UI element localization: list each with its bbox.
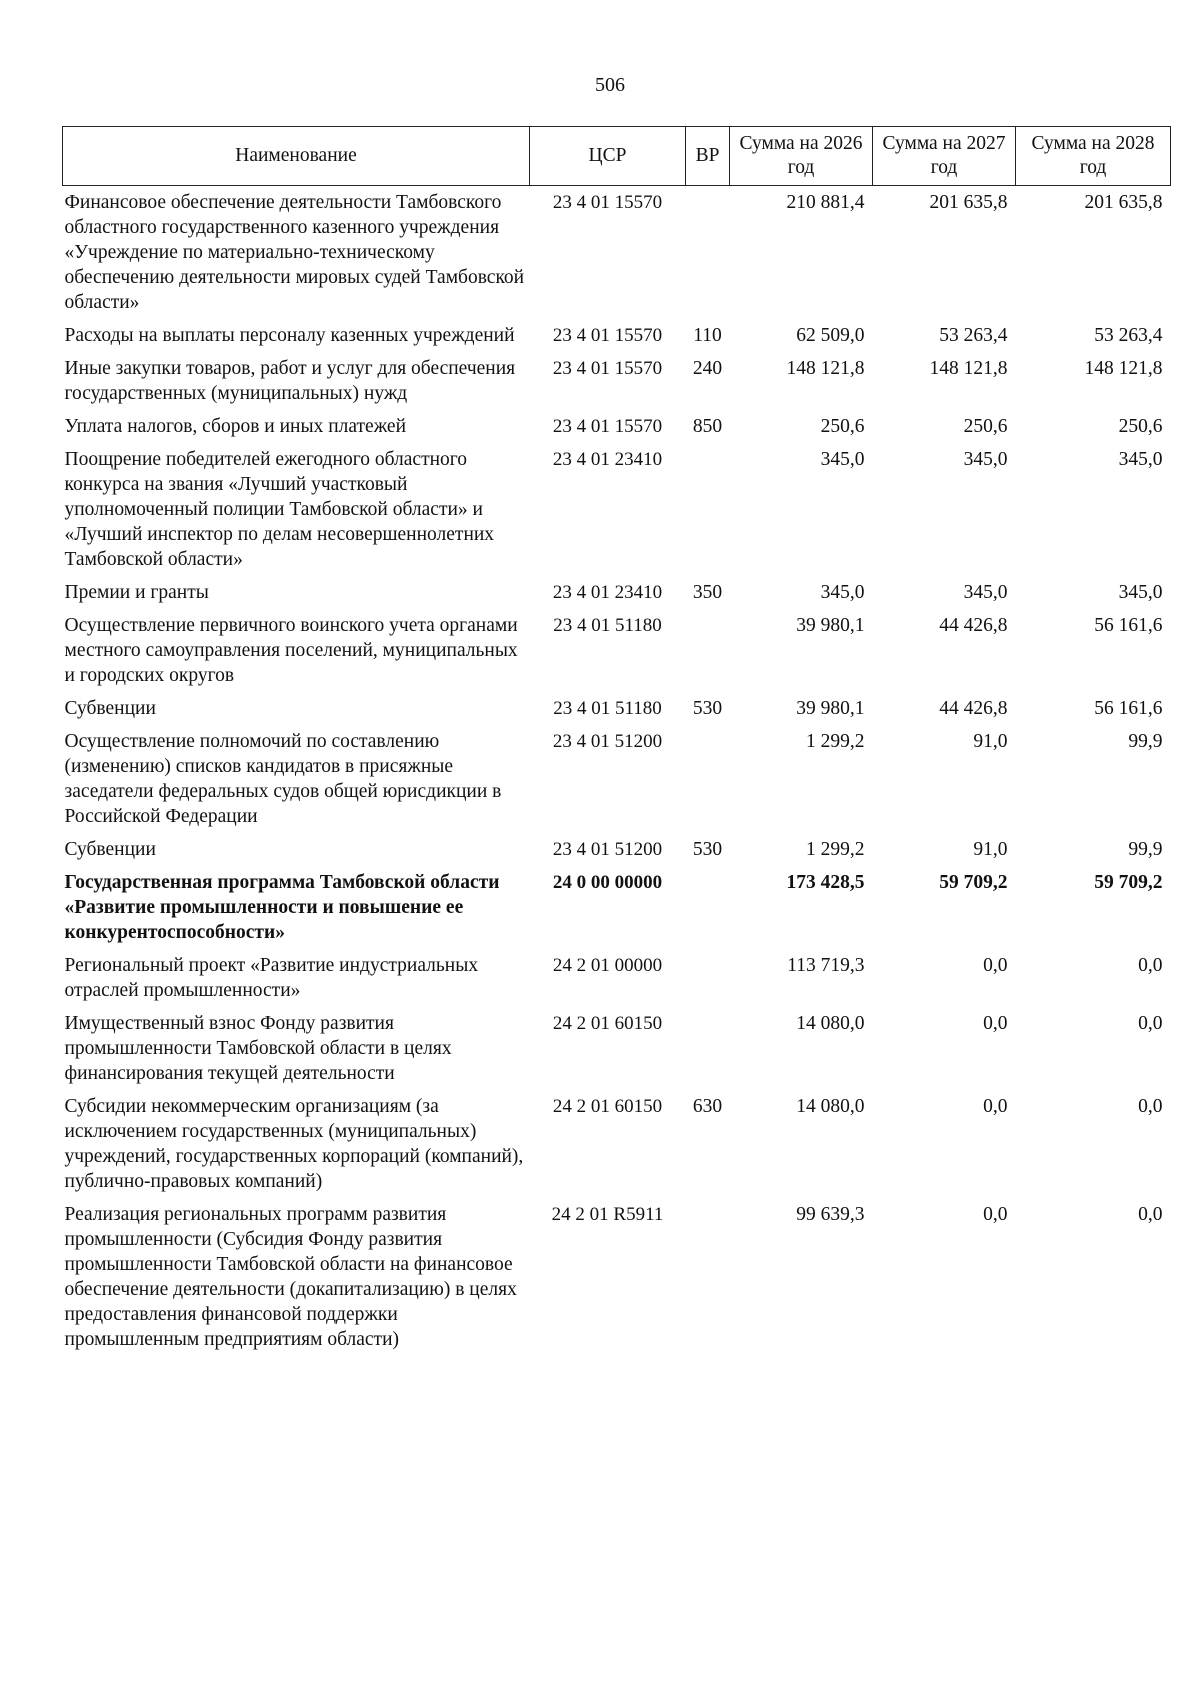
cell-s2027: 0,0	[983, 1204, 1008, 1225]
cell-name: Уплата налогов, сборов и иных платежей	[64, 416, 407, 437]
cell-s2026: 62 509,0	[796, 325, 865, 346]
cell-vr	[686, 725, 730, 833]
cell-s2028: 345,0	[1118, 449, 1163, 470]
cell-s2028: 0,0	[1138, 1013, 1163, 1034]
table-row	[63, 1198, 1171, 1356]
cell-s2028: 201 635,8	[1084, 192, 1163, 213]
cell-s2027: 91,0	[973, 731, 1008, 752]
cell-csr: 24 0 00 00000	[552, 872, 663, 893]
cell-csr: 23 4 01 51200	[552, 731, 663, 752]
cell-vr: 350	[692, 582, 723, 603]
cell-s2026: 99 639,3	[796, 1204, 865, 1225]
cell-csr: 23 4 01 15570	[552, 325, 663, 346]
cell-csr: 23 4 01 23410	[552, 449, 663, 470]
cell-vr	[686, 443, 730, 576]
cell-csr: 23 4 01 15570	[552, 358, 663, 379]
cell-s2026: 1 299,2	[806, 731, 865, 752]
cell-vr: 530	[692, 839, 723, 860]
cell-csr: 23 4 01 15570	[552, 192, 663, 213]
cell-csr: 23 4 01 51180	[553, 615, 662, 636]
cell-name: Субсидии некоммерческим организациям (за исключением государственных (муниципальных) учреждений, государственных корпораций (компаний), публично-правовых компаний)	[64, 1096, 524, 1192]
budget-table-container	[62, 126, 1170, 1356]
header-sum-2027: Сумма на 2027 год	[873, 127, 1016, 186]
cell-s2026: 14 080,0	[796, 1013, 865, 1034]
cell-csr: 24 2 01 60150	[552, 1013, 663, 1034]
header-sum-2026: Сумма на 2026 год	[730, 127, 873, 186]
cell-s2028: 59 709,2	[1094, 872, 1163, 893]
cell-s2027: 59 709,2	[939, 872, 1008, 893]
table-row	[63, 1007, 1171, 1090]
table-row	[63, 866, 1171, 949]
cell-csr: 23 4 01 51180	[553, 698, 662, 719]
table-row	[63, 443, 1171, 576]
cell-name: Субвенции	[64, 839, 156, 860]
cell-vr	[686, 949, 730, 1007]
cell-name: Расходы на выплаты персоналу казенных учреждений	[64, 325, 515, 346]
header-csr: ЦСР	[530, 127, 686, 186]
budget-table	[62, 126, 1171, 1356]
cell-csr: 23 4 01 23410	[552, 582, 663, 603]
cell-csr: 24 2 01 R5911	[551, 1204, 664, 1225]
cell-s2028: 99,9	[1128, 839, 1163, 860]
cell-csr: 24 2 01 00000	[552, 955, 663, 976]
cell-s2026: 345,0	[820, 582, 865, 603]
cell-vr: 110	[693, 325, 722, 346]
cell-s2027: 0,0	[983, 1013, 1008, 1034]
table-row	[63, 410, 1171, 443]
header-vr: ВР	[686, 127, 730, 186]
cell-name: Осуществление первичного воинского учета органами местного самоуправления поселений, муниципальных и городских округов	[64, 615, 518, 686]
cell-s2026: 173 428,5	[786, 872, 865, 893]
cell-s2027: 201 635,8	[929, 192, 1008, 213]
cell-name: Реализация региональных программ развития промышленности (Субсидия Фонду развития промышленности Тамбовской области на финансовое обеспечение деятельности (докапитализацию) в целях предоставления финансовой поддержки промышленным предприятиям области)	[64, 1204, 517, 1350]
table-row	[63, 725, 1171, 833]
table-header-row	[63, 127, 1171, 186]
table-row	[63, 576, 1171, 609]
cell-s2028: 345,0	[1118, 582, 1163, 603]
header-name: Наименование	[63, 127, 530, 186]
table-row	[63, 319, 1171, 352]
cell-s2026: 113 719,3	[787, 955, 865, 976]
cell-name: Имущественный взнос Фонду развития промышленности Тамбовской области в целях финансирования текущей деятельности	[64, 1013, 452, 1084]
cell-s2027: 345,0	[963, 582, 1008, 603]
cell-csr: 23 4 01 15570	[552, 416, 663, 437]
cell-vr	[686, 1007, 730, 1090]
cell-s2028: 53 263,4	[1094, 325, 1163, 346]
table-row	[63, 352, 1171, 410]
cell-vr: 530	[692, 698, 723, 719]
cell-name: Региональный проект «Развитие индустриальных отраслей промышленности»	[64, 955, 479, 1001]
cell-csr: 24 2 01 60150	[552, 1096, 663, 1117]
page-number: 506	[595, 74, 625, 96]
cell-s2027: 91,0	[973, 839, 1008, 860]
table-row	[63, 692, 1171, 725]
cell-s2026: 1 299,2	[806, 839, 865, 860]
cell-s2028: 0,0	[1138, 1096, 1163, 1117]
table-row	[63, 833, 1171, 866]
cell-s2028: 250,6	[1118, 416, 1163, 437]
cell-name: Субвенции	[64, 698, 156, 719]
cell-name: Осуществление полномочий по составлению (изменению) списков кандидатов в присяжные заседатели федеральных судов общей юрисдикции в Российской Федерации	[64, 731, 502, 827]
cell-s2028: 0,0	[1138, 1204, 1163, 1225]
table-row	[63, 186, 1171, 320]
cell-s2027: 0,0	[983, 955, 1008, 976]
cell-s2027: 345,0	[963, 449, 1008, 470]
table-row	[63, 1090, 1171, 1198]
cell-vr	[686, 609, 730, 692]
cell-s2027: 148 121,8	[929, 358, 1008, 379]
cell-vr: 850	[692, 416, 723, 437]
cell-name: Иные закупки товаров, работ и услуг для обеспечения государственных (муниципальных) нужд	[64, 358, 516, 404]
table-body	[63, 186, 1171, 1357]
cell-s2026: 148 121,8	[786, 358, 865, 379]
cell-s2028: 148 121,8	[1084, 358, 1163, 379]
cell-vr	[686, 866, 730, 949]
cell-s2028: 99,9	[1128, 731, 1163, 752]
cell-s2026: 39 980,1	[796, 698, 865, 719]
cell-s2027: 0,0	[983, 1096, 1008, 1117]
header-sum-2028: Сумма на 2028 год	[1016, 127, 1171, 186]
cell-s2028: 56 161,6	[1094, 615, 1163, 636]
cell-s2027: 53 263,4	[939, 325, 1008, 346]
cell-vr	[686, 1198, 730, 1356]
cell-s2026: 210 881,4	[786, 192, 865, 213]
cell-vr: 630	[692, 1096, 723, 1117]
cell-name: Финансовое обеспечение деятельности Тамбовского областного государственного казенного учреждения «Учреждение по материально-техническому обеспечению деятельности мировых судей Тамбовской области»	[64, 192, 525, 313]
cell-s2026: 14 080,0	[796, 1096, 865, 1117]
cell-s2026: 39 980,1	[796, 615, 865, 636]
cell-s2026: 345,0	[820, 449, 865, 470]
cell-name: Премии и гранты	[64, 582, 209, 603]
cell-s2026: 250,6	[820, 416, 865, 437]
cell-s2027: 44 426,8	[939, 615, 1008, 636]
table-row	[63, 949, 1171, 1007]
cell-s2028: 0,0	[1138, 955, 1163, 976]
cell-name: Государственная программа Тамбовской области «Развитие промышленности и повышение ее конкурентоспособности»	[64, 872, 500, 943]
cell-csr: 23 4 01 51200	[552, 839, 663, 860]
table-row	[63, 609, 1171, 692]
cell-vr	[686, 186, 730, 320]
cell-vr: 240	[692, 358, 723, 379]
cell-s2027: 250,6	[963, 416, 1008, 437]
cell-s2028: 56 161,6	[1094, 698, 1163, 719]
cell-name: Поощрение победителей ежегодного областного конкурса на звания «Лучший участковый уполномоченный полиции Тамбовской области» и «Лучший инспектор по делам несовершеннолетних Тамбовской области»	[64, 449, 495, 570]
cell-s2027: 44 426,8	[939, 698, 1008, 719]
